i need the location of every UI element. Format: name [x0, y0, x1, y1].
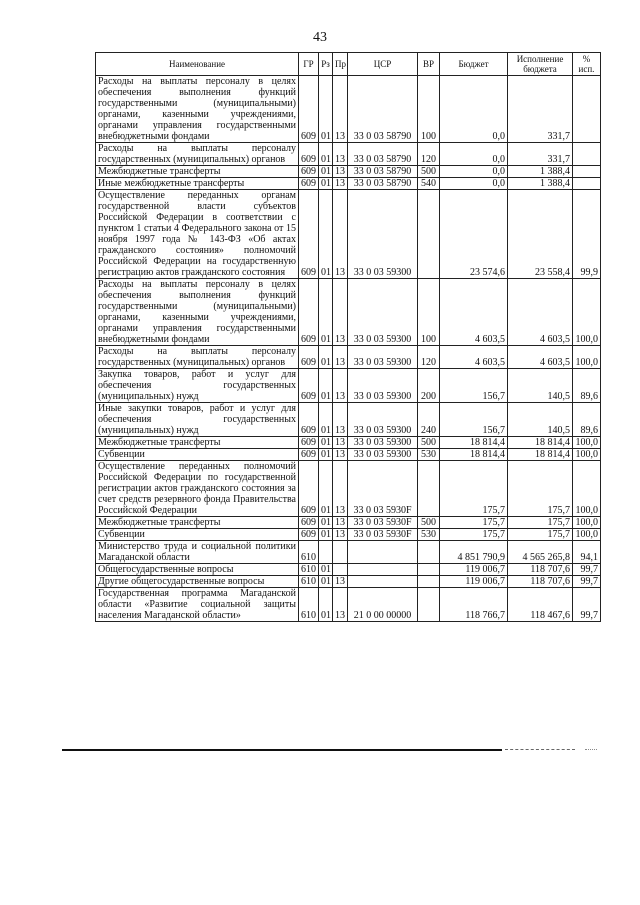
cell-rz: 01	[319, 437, 333, 449]
cell-budget: 18 814,4	[440, 437, 508, 449]
cell-gr: 609	[299, 178, 319, 190]
cell-name: Осуществление переданных органам государственной власти субъектов Российской Федерации в соответствии с пунктом 1 статьи 4 Федерального закона от 15 ноября 1997 года № 143-ФЗ «Об актах гражданского состояния» полномочий Российской Федерации на государственную регистрацию актов гражданского состояния	[96, 190, 299, 279]
cell-execution: 175,7	[508, 461, 573, 517]
cell-pr: 13	[333, 449, 348, 461]
table-row	[96, 564, 601, 576]
cell-pr	[333, 564, 348, 576]
cell-vr	[418, 541, 440, 564]
cell-gr: 609	[299, 517, 319, 529]
cell-name: Министерство труда и социальной политики Магаданской области	[96, 541, 299, 564]
header-execution: Исполнение бюджета	[508, 53, 573, 76]
cell-vr: 530	[418, 449, 440, 461]
cell-percent: 94,1	[573, 541, 601, 564]
cell-pr: 13	[333, 279, 348, 346]
cell-vr	[418, 576, 440, 588]
cell-gr: 610	[299, 564, 319, 576]
cell-budget: 0,0	[440, 166, 508, 178]
cell-pr: 13	[333, 529, 348, 541]
cell-vr: 120	[418, 346, 440, 369]
cell-execution: 118 467,6	[508, 588, 573, 622]
cell-gr: 609	[299, 76, 319, 143]
table-row	[96, 143, 601, 166]
cell-name: Расходы на выплаты персоналу государственных (муниципальных) органов	[96, 143, 299, 166]
cell-execution: 175,7	[508, 517, 573, 529]
cell-execution: 331,7	[508, 143, 573, 166]
cell-vr: 240	[418, 403, 440, 437]
header-name: Наименование	[96, 53, 299, 76]
cell-execution: 140,5	[508, 403, 573, 437]
cell-csr	[348, 576, 418, 588]
cell-budget: 4 603,5	[440, 346, 508, 369]
cell-gr: 609	[299, 143, 319, 166]
cell-name: Межбюджетные трансферты	[96, 517, 299, 529]
cell-percent: 100,0	[573, 449, 601, 461]
cell-percent	[573, 76, 601, 143]
cell-csr: 33 0 03 59300	[348, 369, 418, 403]
cell-vr: 540	[418, 178, 440, 190]
cell-name: Государственная программа Магаданской области «Развитие социальной защиты населения Магаданской области»	[96, 588, 299, 622]
cell-execution: 18 814,4	[508, 449, 573, 461]
cell-percent: 99,9	[573, 190, 601, 279]
cell-execution: 4 565 265,8	[508, 541, 573, 564]
cell-vr	[418, 461, 440, 517]
cell-pr: 13	[333, 517, 348, 529]
cell-execution: 140,5	[508, 369, 573, 403]
cell-percent	[573, 166, 601, 178]
cell-pr: 13	[333, 346, 348, 369]
cell-execution: 1 388,4	[508, 166, 573, 178]
cell-execution: 118 707,6	[508, 564, 573, 576]
cell-percent: 100,0	[573, 279, 601, 346]
cell-percent: 100,0	[573, 437, 601, 449]
cell-csr: 33 0 03 58790	[348, 178, 418, 190]
table-row	[96, 76, 601, 143]
cell-gr: 609	[299, 369, 319, 403]
cell-rz: 01	[319, 369, 333, 403]
cell-name: Расходы на выплаты персоналу в целях обеспечения выполнения функций государственными (муниципальными) органами, казенными учреждениями, органами управления государственными внебюджетными фондами	[96, 76, 299, 143]
table-row	[96, 437, 601, 449]
table-body	[96, 76, 601, 622]
bottom-rule	[62, 749, 502, 751]
cell-gr: 609	[299, 437, 319, 449]
cell-rz: 01	[319, 576, 333, 588]
header-percent: % исп.	[573, 53, 601, 76]
cell-name: Закупка товаров, работ и услуг для обеспечения государственных (муниципальных) нужд	[96, 369, 299, 403]
cell-pr: 13	[333, 166, 348, 178]
cell-rz: 01	[319, 564, 333, 576]
table-row	[96, 541, 601, 564]
cell-rz: 01	[319, 529, 333, 541]
cell-name: Субвенции	[96, 529, 299, 541]
cell-execution: 18 814,4	[508, 437, 573, 449]
cell-name: Межбюджетные трансферты	[96, 166, 299, 178]
cell-gr: 609	[299, 166, 319, 178]
cell-csr: 33 0 03 58790	[348, 76, 418, 143]
cell-vr	[418, 588, 440, 622]
cell-pr: 13	[333, 576, 348, 588]
header-vr: ВР	[418, 53, 440, 76]
cell-name: Иные закупки товаров, работ и услуг для обеспечения государственных (муниципальных) нужд	[96, 403, 299, 437]
cell-rz: 01	[319, 517, 333, 529]
cell-gr: 610	[299, 576, 319, 588]
cell-budget: 175,7	[440, 517, 508, 529]
cell-percent	[573, 143, 601, 166]
cell-pr: 13	[333, 461, 348, 517]
header-rz: Рз	[319, 53, 333, 76]
cell-vr	[418, 190, 440, 279]
cell-csr: 33 0 03 5930F	[348, 517, 418, 529]
cell-budget: 0,0	[440, 178, 508, 190]
cell-rz: 01	[319, 178, 333, 190]
cell-name: Расходы на выплаты персоналу государственных (муниципальных) органов	[96, 346, 299, 369]
cell-csr: 33 0 03 59300	[348, 403, 418, 437]
cell-budget: 4 603,5	[440, 279, 508, 346]
page-number: 43	[313, 30, 327, 45]
cell-vr: 120	[418, 143, 440, 166]
cell-budget: 118 766,7	[440, 588, 508, 622]
cell-pr	[333, 541, 348, 564]
header-pr: Пр	[333, 53, 348, 76]
cell-budget: 156,7	[440, 403, 508, 437]
cell-csr: 33 0 03 59300	[348, 190, 418, 279]
cell-csr: 33 0 03 5930F	[348, 461, 418, 517]
cell-pr: 13	[333, 588, 348, 622]
bottom-rule-dashed	[505, 749, 575, 751]
cell-name: Иные межбюджетные трансферты	[96, 178, 299, 190]
cell-rz: 01	[319, 143, 333, 166]
table-row	[96, 178, 601, 190]
cell-vr	[418, 564, 440, 576]
table-row	[96, 346, 601, 369]
cell-rz: 01	[319, 76, 333, 143]
cell-name: Субвенции	[96, 449, 299, 461]
cell-csr	[348, 541, 418, 564]
cell-name: Другие общегосударственные вопросы	[96, 576, 299, 588]
cell-budget: 156,7	[440, 369, 508, 403]
cell-gr: 609	[299, 461, 319, 517]
cell-vr: 200	[418, 369, 440, 403]
table-row	[96, 576, 601, 588]
table-row	[96, 529, 601, 541]
cell-gr: 610	[299, 588, 319, 622]
cell-csr: 33 0 03 59300	[348, 449, 418, 461]
cell-rz: 01	[319, 279, 333, 346]
cell-execution: 4 603,5	[508, 279, 573, 346]
cell-pr: 13	[333, 178, 348, 190]
cell-csr: 33 0 03 59300	[348, 437, 418, 449]
cell-rz: 01	[319, 449, 333, 461]
cell-pr: 13	[333, 403, 348, 437]
cell-pr: 13	[333, 143, 348, 166]
cell-csr: 21 0 00 00000	[348, 588, 418, 622]
cell-csr: 33 0 03 59300	[348, 346, 418, 369]
cell-percent: 89,6	[573, 403, 601, 437]
bottom-rule-dotted	[585, 749, 597, 751]
cell-vr: 500	[418, 517, 440, 529]
table-row	[96, 279, 601, 346]
header-budget: Бюджет	[440, 53, 508, 76]
cell-name: Межбюджетные трансферты	[96, 437, 299, 449]
cell-rz: 01	[319, 190, 333, 279]
cell-csr: 33 0 03 59300	[348, 279, 418, 346]
cell-pr: 13	[333, 190, 348, 279]
cell-pr: 13	[333, 369, 348, 403]
cell-name: Расходы на выплаты персоналу в целях обеспечения выполнения функций государственными (муниципальными) органами, казенными учреждениями, органами управления государственными внебюджетными фондами	[96, 279, 299, 346]
table-row	[96, 369, 601, 403]
table-row	[96, 588, 601, 622]
cell-rz: 01	[319, 588, 333, 622]
cell-percent: 89,6	[573, 369, 601, 403]
cell-percent	[573, 178, 601, 190]
cell-pr: 13	[333, 76, 348, 143]
cell-execution: 4 603,5	[508, 346, 573, 369]
cell-execution: 118 707,6	[508, 576, 573, 588]
header-gr: ГР	[299, 53, 319, 76]
cell-percent: 99,7	[573, 564, 601, 576]
cell-gr: 609	[299, 449, 319, 461]
cell-percent: 100,0	[573, 517, 601, 529]
budget-table	[95, 52, 601, 622]
cell-vr: 530	[418, 529, 440, 541]
table-row	[96, 461, 601, 517]
cell-budget: 0,0	[440, 143, 508, 166]
header-csr: ЦСР	[348, 53, 418, 76]
table-row	[96, 190, 601, 279]
cell-gr: 609	[299, 529, 319, 541]
cell-name: Общегосударственные вопросы	[96, 564, 299, 576]
cell-execution: 175,7	[508, 529, 573, 541]
cell-gr: 609	[299, 346, 319, 369]
cell-gr: 609	[299, 190, 319, 279]
cell-budget: 119 006,7	[440, 576, 508, 588]
cell-pr: 13	[333, 437, 348, 449]
cell-budget: 175,7	[440, 461, 508, 517]
cell-percent: 99,7	[573, 588, 601, 622]
cell-execution: 1 388,4	[508, 178, 573, 190]
cell-percent: 100,0	[573, 529, 601, 541]
table-row	[96, 449, 601, 461]
cell-vr: 100	[418, 76, 440, 143]
cell-rz: 01	[319, 461, 333, 517]
table-header-row	[96, 53, 601, 76]
cell-execution: 331,7	[508, 76, 573, 143]
cell-gr: 610	[299, 541, 319, 564]
cell-execution: 23 558,4	[508, 190, 573, 279]
cell-csr: 33 0 03 58790	[348, 143, 418, 166]
cell-budget: 175,7	[440, 529, 508, 541]
cell-percent: 99,7	[573, 576, 601, 588]
cell-name: Осуществление переданных полномочий Российской Федерации по государственной регистрации актов гражданского состояния за счет средств резервного фонда Правительства Российской Федерации	[96, 461, 299, 517]
cell-csr: 33 0 03 58790	[348, 166, 418, 178]
table-row	[96, 166, 601, 178]
table-row	[96, 403, 601, 437]
cell-gr: 609	[299, 279, 319, 346]
cell-rz: 01	[319, 403, 333, 437]
cell-percent: 100,0	[573, 461, 601, 517]
cell-budget: 23 574,6	[440, 190, 508, 279]
cell-csr: 33 0 03 5930F	[348, 529, 418, 541]
cell-csr	[348, 564, 418, 576]
cell-vr: 500	[418, 437, 440, 449]
cell-gr: 609	[299, 403, 319, 437]
cell-rz: 01	[319, 346, 333, 369]
cell-vr: 500	[418, 166, 440, 178]
cell-budget: 0,0	[440, 76, 508, 143]
cell-budget: 18 814,4	[440, 449, 508, 461]
cell-percent: 100,0	[573, 346, 601, 369]
cell-rz	[319, 541, 333, 564]
cell-rz: 01	[319, 166, 333, 178]
cell-budget: 4 851 790,9	[440, 541, 508, 564]
cell-vr: 100	[418, 279, 440, 346]
table-row	[96, 517, 601, 529]
cell-budget: 119 006,7	[440, 564, 508, 576]
